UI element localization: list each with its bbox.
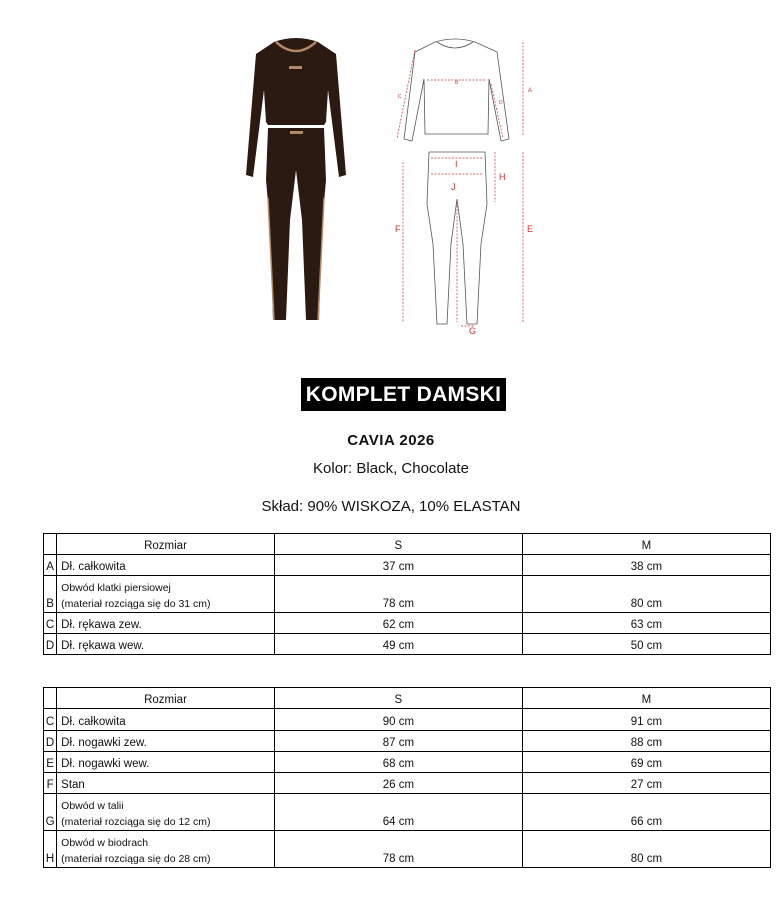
row-name: Dł. nogawki wew. bbox=[57, 752, 275, 773]
label-f: F bbox=[395, 224, 401, 234]
composition-info: Skład: 90% WISKOZA, 10% ELASTAN bbox=[261, 498, 521, 515]
table-row bbox=[44, 576, 771, 613]
row-value-s: 62 cm bbox=[274, 613, 522, 634]
top-logo bbox=[289, 66, 302, 69]
row-letter: F bbox=[44, 773, 57, 794]
row-name: Dł. nogawki zew. bbox=[57, 731, 275, 752]
row-name: Dł. rękawa zew. bbox=[57, 613, 275, 634]
label-b: B bbox=[455, 80, 459, 86]
label-d: D bbox=[499, 100, 503, 106]
row-value-m: 50 cm bbox=[522, 634, 770, 655]
row-name: Stan bbox=[57, 773, 275, 794]
row-letter: E bbox=[44, 752, 57, 773]
row-value-m: 27 cm bbox=[522, 773, 770, 794]
row-letter: C bbox=[44, 709, 57, 731]
table-row bbox=[44, 731, 771, 752]
table-row bbox=[44, 709, 771, 731]
header-size-m: M bbox=[522, 688, 770, 709]
row-letter: C bbox=[44, 613, 57, 634]
table-header-row bbox=[44, 534, 771, 555]
row-value-s: 37 cm bbox=[274, 555, 522, 576]
row-note: (materiał rozciąga się do 12 cm) bbox=[61, 816, 211, 828]
size-table-bottom bbox=[43, 687, 771, 868]
label-j: J bbox=[451, 182, 456, 192]
row-name: Obwód klatki piersiowej bbox=[61, 582, 171, 594]
label-c: C bbox=[398, 94, 402, 100]
row-name-cell bbox=[57, 794, 275, 831]
label-i: I bbox=[455, 159, 458, 169]
row-note: (materiał rozciąga się do 28 cm) bbox=[61, 853, 211, 865]
table-row bbox=[44, 555, 771, 576]
row-value-s: 64 cm bbox=[274, 794, 522, 831]
header-size-s: S bbox=[274, 688, 522, 709]
row-name: Dł. całkowita bbox=[57, 709, 275, 731]
measurement-diagram bbox=[385, 34, 545, 339]
row-value-m: 91 cm bbox=[522, 709, 770, 731]
row-value-s: 78 cm bbox=[274, 576, 522, 613]
row-value-s: 78 cm bbox=[274, 831, 522, 868]
row-value-s: 26 cm bbox=[274, 773, 522, 794]
row-name: Obwód w biodrach bbox=[61, 837, 149, 849]
row-letter: D bbox=[44, 634, 57, 655]
header-size-s: S bbox=[274, 534, 522, 555]
row-letter: G bbox=[44, 794, 57, 831]
row-value-s: 68 cm bbox=[274, 752, 522, 773]
label-h: H bbox=[499, 172, 506, 182]
table-row bbox=[44, 634, 771, 655]
row-value-s: 90 cm bbox=[274, 709, 522, 731]
leggings-garment bbox=[266, 128, 326, 320]
product-title: KOMPLET DAMSKI bbox=[301, 378, 506, 411]
row-letter: H bbox=[44, 831, 57, 868]
row-note: (materiał rozciąga się do 31 cm) bbox=[61, 598, 211, 610]
size-table-top bbox=[43, 533, 771, 655]
row-value-m: 66 cm bbox=[522, 794, 770, 831]
label-e: E bbox=[527, 224, 534, 234]
table-row bbox=[44, 831, 771, 868]
row-name-cell bbox=[57, 831, 275, 868]
table-header-row bbox=[44, 688, 771, 709]
row-name-cell bbox=[57, 576, 275, 613]
label-a: A bbox=[528, 88, 533, 94]
row-name: Dł. rękawa wew. bbox=[57, 634, 275, 655]
row-value-m: 80 cm bbox=[522, 831, 770, 868]
row-name: Dł. całkowita bbox=[57, 555, 275, 576]
label-g: G bbox=[469, 326, 477, 336]
row-value-m: 80 cm bbox=[522, 576, 770, 613]
model-name: CAVIA 2026 bbox=[347, 432, 435, 449]
row-value-m: 38 cm bbox=[522, 555, 770, 576]
header-size-m: M bbox=[522, 534, 770, 555]
leggings-logo bbox=[290, 131, 303, 134]
product-photo bbox=[236, 30, 356, 330]
top-outline bbox=[404, 39, 509, 141]
table-row bbox=[44, 794, 771, 831]
row-value-s: 87 cm bbox=[274, 731, 522, 752]
row-value-s: 49 cm bbox=[274, 634, 522, 655]
table-row bbox=[44, 773, 771, 794]
table-row bbox=[44, 613, 771, 634]
row-name: Obwód w talii bbox=[61, 800, 124, 812]
row-value-m: 69 cm bbox=[522, 752, 770, 773]
row-letter: B bbox=[44, 576, 57, 613]
header-size-label: Rozmiar bbox=[57, 688, 275, 709]
row-letter: A bbox=[44, 555, 57, 576]
row-value-m: 88 cm bbox=[522, 731, 770, 752]
row-letter: D bbox=[44, 731, 57, 752]
table-row bbox=[44, 752, 771, 773]
header-size-label: Rozmiar bbox=[57, 534, 275, 555]
row-value-m: 63 cm bbox=[522, 613, 770, 634]
color-info: Kolor: Black, Chocolate bbox=[313, 460, 469, 477]
